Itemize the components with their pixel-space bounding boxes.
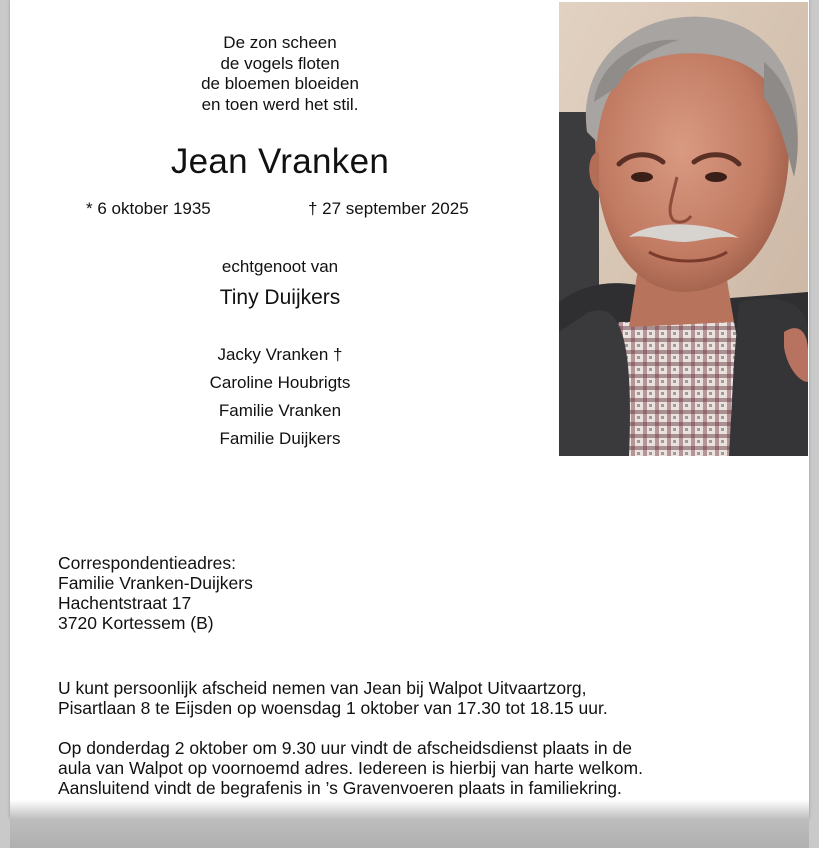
service-paragraph [58,738,643,798]
deceased-name: Jean Vranken [170,142,390,181]
relative-name: Jacky Vranken † [217,345,343,364]
relative-name: Familie Duijkers [219,429,341,448]
address-line: Familie Vranken-Duijkers [58,573,253,593]
correspondence-address [58,553,253,633]
birth-date: * 6 oktober 1935 [86,199,211,218]
address-line: Correspondentieadres: [58,553,237,573]
relative-name: Familie Vranken [218,401,342,420]
bottom-edge-shadow [10,800,809,848]
portrait-photo [559,2,808,456]
paragraph-line: aula van Walpot op voornoemd adres. Iedereen is hierbij van harte welkom. [58,758,643,778]
poem-line: en toen werd het stil. [201,94,359,114]
address-line: 3720 Kortessem (B) [58,613,214,633]
spouse-label: echtgenoot van [221,257,339,276]
relative-name: Caroline Houbrigts [209,373,351,392]
paragraph-line: Op donderdag 2 oktober om 9.30 uur vindt de afscheidsdienst plaats in de [58,738,632,758]
paragraph-line: Pisartlaan 8 te Eijsden op woensdag 1 oktober van 17.30 tot 18.15 uur. [58,698,608,718]
address-line: Hachentstraat 17 [58,593,192,613]
farewell-paragraph [58,678,608,718]
poem-line: De zon scheen [223,33,337,52]
spouse-name: Tiny Duijkers [219,286,341,309]
portrait-illustration [559,2,808,456]
paragraph-line: U kunt persoonlijk afscheid nemen van Jean bij Walpot Uitvaartzorg, [58,678,587,698]
paragraph-line: Aansluitend vindt de begrafenis in ’s Gravenvoeren plaats in familiekring. [58,778,622,798]
poem-line: de bloemen bloeiden [201,74,359,93]
poem-line: de vogels floten [220,53,340,73]
poem [110,33,450,115]
death-date: † 27 september 2025 [308,199,469,218]
